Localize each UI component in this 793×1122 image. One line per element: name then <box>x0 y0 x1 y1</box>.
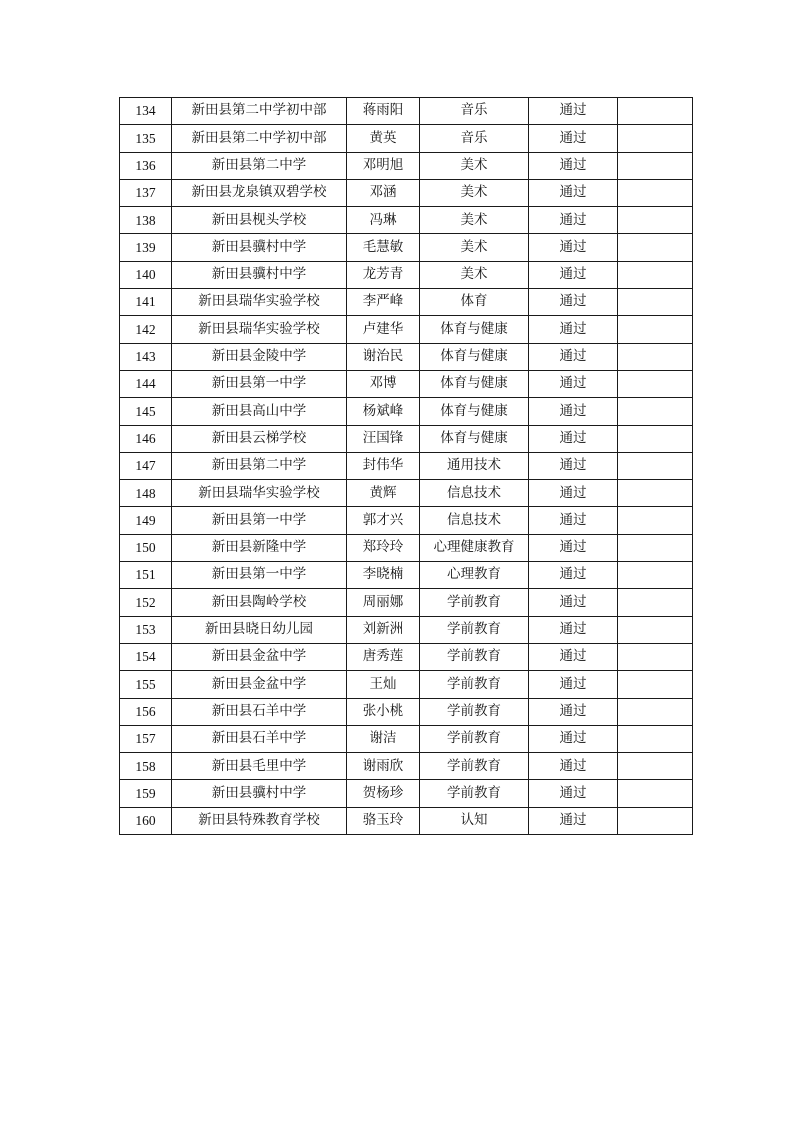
row-number-cell: 137 <box>120 179 172 206</box>
school-cell: 新田县骥村中学 <box>172 234 347 261</box>
school-cell: 新田县第一中学 <box>172 370 347 397</box>
remark-cell <box>618 589 693 616</box>
remark-cell <box>618 643 693 670</box>
table-row <box>120 807 693 834</box>
result-cell: 通过 <box>529 589 618 616</box>
row-number-cell: 153 <box>120 616 172 643</box>
teacher-name-cell: 谢洁 <box>347 725 420 752</box>
result-cell: 通过 <box>529 370 618 397</box>
remark-cell <box>618 261 693 288</box>
table-row <box>120 725 693 752</box>
remark-cell <box>618 343 693 370</box>
school-cell: 新田县龙泉镇双碧学校 <box>172 179 347 206</box>
teacher-name-cell: 汪国锋 <box>347 425 420 452</box>
teacher-name-cell: 郑玲玲 <box>347 534 420 561</box>
teacher-name-cell: 杨斌峰 <box>347 398 420 425</box>
row-number-cell: 139 <box>120 234 172 261</box>
school-cell: 新田县新隆中学 <box>172 534 347 561</box>
row-number-cell: 149 <box>120 507 172 534</box>
school-cell: 新田县第二中学 <box>172 152 347 179</box>
row-number-cell: 156 <box>120 698 172 725</box>
result-cell: 通过 <box>529 780 618 807</box>
remark-cell <box>618 179 693 206</box>
remark-cell <box>618 698 693 725</box>
result-cell: 通过 <box>529 753 618 780</box>
row-number-cell: 144 <box>120 370 172 397</box>
table-row <box>120 452 693 479</box>
table-row <box>120 125 693 152</box>
result-cell: 通过 <box>529 261 618 288</box>
school-cell: 新田县金盆中学 <box>172 643 347 670</box>
remark-cell <box>618 507 693 534</box>
school-cell: 新田县石羊中学 <box>172 725 347 752</box>
row-number-cell: 150 <box>120 534 172 561</box>
subject-cell: 美术 <box>420 207 529 234</box>
row-number-cell: 138 <box>120 207 172 234</box>
table-row <box>120 534 693 561</box>
subject-cell: 学前教育 <box>420 589 529 616</box>
subject-cell: 学前教育 <box>420 698 529 725</box>
teacher-name-cell: 贺杨珍 <box>347 780 420 807</box>
table-row <box>120 261 693 288</box>
result-cell: 通过 <box>529 534 618 561</box>
row-number-cell: 154 <box>120 643 172 670</box>
result-cell: 通过 <box>529 343 618 370</box>
row-number-cell: 145 <box>120 398 172 425</box>
table-row <box>120 589 693 616</box>
table-row <box>120 207 693 234</box>
row-number-cell: 147 <box>120 452 172 479</box>
teacher-name-cell: 邓博 <box>347 370 420 397</box>
teacher-name-cell: 黄辉 <box>347 480 420 507</box>
teacher-name-cell: 谢雨欣 <box>347 753 420 780</box>
remark-cell <box>618 780 693 807</box>
subject-cell: 美术 <box>420 152 529 179</box>
row-number-cell: 140 <box>120 261 172 288</box>
subject-cell: 学前教育 <box>420 753 529 780</box>
table-row <box>120 480 693 507</box>
teacher-name-cell: 唐秀莲 <box>347 643 420 670</box>
remark-cell <box>618 671 693 698</box>
result-cell: 通过 <box>529 480 618 507</box>
teacher-name-cell: 李晓楠 <box>347 562 420 589</box>
remark-cell <box>618 234 693 261</box>
result-cell: 通过 <box>529 316 618 343</box>
row-number-cell: 143 <box>120 343 172 370</box>
results-table-body <box>120 98 693 835</box>
table-row <box>120 289 693 316</box>
teacher-name-cell: 黄英 <box>347 125 420 152</box>
table-row <box>120 507 693 534</box>
row-number-cell: 134 <box>120 98 172 125</box>
table-row <box>120 643 693 670</box>
school-cell: 新田县枧头学校 <box>172 207 347 234</box>
row-number-cell: 152 <box>120 589 172 616</box>
teacher-name-cell: 龙芳青 <box>347 261 420 288</box>
table-row <box>120 616 693 643</box>
subject-cell: 体育与健康 <box>420 343 529 370</box>
subject-cell: 信息技术 <box>420 507 529 534</box>
teacher-name-cell: 邓明旭 <box>347 152 420 179</box>
remark-cell <box>618 98 693 125</box>
school-cell: 新田县第二中学 <box>172 452 347 479</box>
row-number-cell: 160 <box>120 807 172 834</box>
school-cell: 新田县瑞华实验学校 <box>172 316 347 343</box>
table-row <box>120 398 693 425</box>
teacher-name-cell: 邓涵 <box>347 179 420 206</box>
row-number-cell: 155 <box>120 671 172 698</box>
subject-cell: 信息技术 <box>420 480 529 507</box>
result-cell: 通过 <box>529 425 618 452</box>
remark-cell <box>618 289 693 316</box>
school-cell: 新田县特殊教育学校 <box>172 807 347 834</box>
result-cell: 通过 <box>529 698 618 725</box>
remark-cell <box>618 452 693 479</box>
remark-cell <box>618 152 693 179</box>
school-cell: 新田县第一中学 <box>172 562 347 589</box>
school-cell: 新田县云梯学校 <box>172 425 347 452</box>
subject-cell: 音乐 <box>420 98 529 125</box>
school-cell: 新田县第二中学初中部 <box>172 98 347 125</box>
row-number-cell: 146 <box>120 425 172 452</box>
subject-cell: 学前教育 <box>420 671 529 698</box>
subject-cell: 体育与健康 <box>420 398 529 425</box>
teacher-name-cell: 毛慧敏 <box>347 234 420 261</box>
table-row <box>120 234 693 261</box>
subject-cell: 学前教育 <box>420 725 529 752</box>
result-cell: 通过 <box>529 125 618 152</box>
table-row <box>120 98 693 125</box>
result-cell: 通过 <box>529 616 618 643</box>
table-row <box>120 316 693 343</box>
row-number-cell: 158 <box>120 753 172 780</box>
subject-cell: 美术 <box>420 234 529 261</box>
row-number-cell: 136 <box>120 152 172 179</box>
subject-cell: 体育与健康 <box>420 370 529 397</box>
table-row <box>120 562 693 589</box>
remark-cell <box>618 370 693 397</box>
teacher-name-cell: 王灿 <box>347 671 420 698</box>
table-row <box>120 152 693 179</box>
subject-cell: 学前教育 <box>420 780 529 807</box>
remark-cell <box>618 125 693 152</box>
subject-cell: 心理健康教育 <box>420 534 529 561</box>
remark-cell <box>618 480 693 507</box>
school-cell: 新田县陶岭学校 <box>172 589 347 616</box>
result-cell: 通过 <box>529 507 618 534</box>
school-cell: 新田县金盆中学 <box>172 671 347 698</box>
result-cell: 通过 <box>529 98 618 125</box>
subject-cell: 美术 <box>420 261 529 288</box>
result-cell: 通过 <box>529 234 618 261</box>
remark-cell <box>618 207 693 234</box>
table-row <box>120 780 693 807</box>
remark-cell <box>618 807 693 834</box>
teacher-name-cell: 李严峰 <box>347 289 420 316</box>
result-cell: 通过 <box>529 807 618 834</box>
table-row <box>120 343 693 370</box>
school-cell: 新田县石羊中学 <box>172 698 347 725</box>
result-cell: 通过 <box>529 207 618 234</box>
result-cell: 通过 <box>529 643 618 670</box>
result-cell: 通过 <box>529 452 618 479</box>
table-row <box>120 179 693 206</box>
remark-cell <box>618 398 693 425</box>
subject-cell: 心理教育 <box>420 562 529 589</box>
table-row <box>120 671 693 698</box>
teacher-name-cell: 卢建华 <box>347 316 420 343</box>
school-cell: 新田县骥村中学 <box>172 261 347 288</box>
result-cell: 通过 <box>529 725 618 752</box>
result-cell: 通过 <box>529 671 618 698</box>
remark-cell <box>618 616 693 643</box>
result-cell: 通过 <box>529 152 618 179</box>
teacher-name-cell: 谢治民 <box>347 343 420 370</box>
teacher-name-cell: 封伟华 <box>347 452 420 479</box>
subject-cell: 认知 <box>420 807 529 834</box>
teacher-name-cell: 冯琳 <box>347 207 420 234</box>
school-cell: 新田县第一中学 <box>172 507 347 534</box>
school-cell: 新田县第二中学初中部 <box>172 125 347 152</box>
teacher-name-cell: 蒋雨阳 <box>347 98 420 125</box>
school-cell: 新田县金陵中学 <box>172 343 347 370</box>
remark-cell <box>618 425 693 452</box>
subject-cell: 美术 <box>420 179 529 206</box>
teacher-name-cell: 骆玉玲 <box>347 807 420 834</box>
subject-cell: 体育 <box>420 289 529 316</box>
school-cell: 新田县晓日幼儿园 <box>172 616 347 643</box>
remark-cell <box>618 562 693 589</box>
row-number-cell: 151 <box>120 562 172 589</box>
subject-cell: 体育与健康 <box>420 316 529 343</box>
row-number-cell: 157 <box>120 725 172 752</box>
remark-cell <box>618 753 693 780</box>
subject-cell: 体育与健康 <box>420 425 529 452</box>
school-cell: 新田县瑞华实验学校 <box>172 480 347 507</box>
table-row <box>120 698 693 725</box>
school-cell: 新田县毛里中学 <box>172 753 347 780</box>
row-number-cell: 142 <box>120 316 172 343</box>
school-cell: 新田县瑞华实验学校 <box>172 289 347 316</box>
subject-cell: 音乐 <box>420 125 529 152</box>
result-cell: 通过 <box>529 179 618 206</box>
result-cell: 通过 <box>529 289 618 316</box>
table-row <box>120 370 693 397</box>
table-row <box>120 425 693 452</box>
row-number-cell: 141 <box>120 289 172 316</box>
school-cell: 新田县骥村中学 <box>172 780 347 807</box>
remark-cell <box>618 316 693 343</box>
teacher-name-cell: 周丽娜 <box>347 589 420 616</box>
row-number-cell: 148 <box>120 480 172 507</box>
row-number-cell: 159 <box>120 780 172 807</box>
subject-cell: 通用技术 <box>420 452 529 479</box>
remark-cell <box>618 534 693 561</box>
results-table <box>119 97 693 835</box>
result-cell: 通过 <box>529 398 618 425</box>
table-row <box>120 753 693 780</box>
school-cell: 新田县高山中学 <box>172 398 347 425</box>
remark-cell <box>618 725 693 752</box>
subject-cell: 学前教育 <box>420 643 529 670</box>
teacher-name-cell: 刘新洲 <box>347 616 420 643</box>
subject-cell: 学前教育 <box>420 616 529 643</box>
teacher-name-cell: 郭才兴 <box>347 507 420 534</box>
row-number-cell: 135 <box>120 125 172 152</box>
result-cell: 通过 <box>529 562 618 589</box>
teacher-name-cell: 张小桃 <box>347 698 420 725</box>
